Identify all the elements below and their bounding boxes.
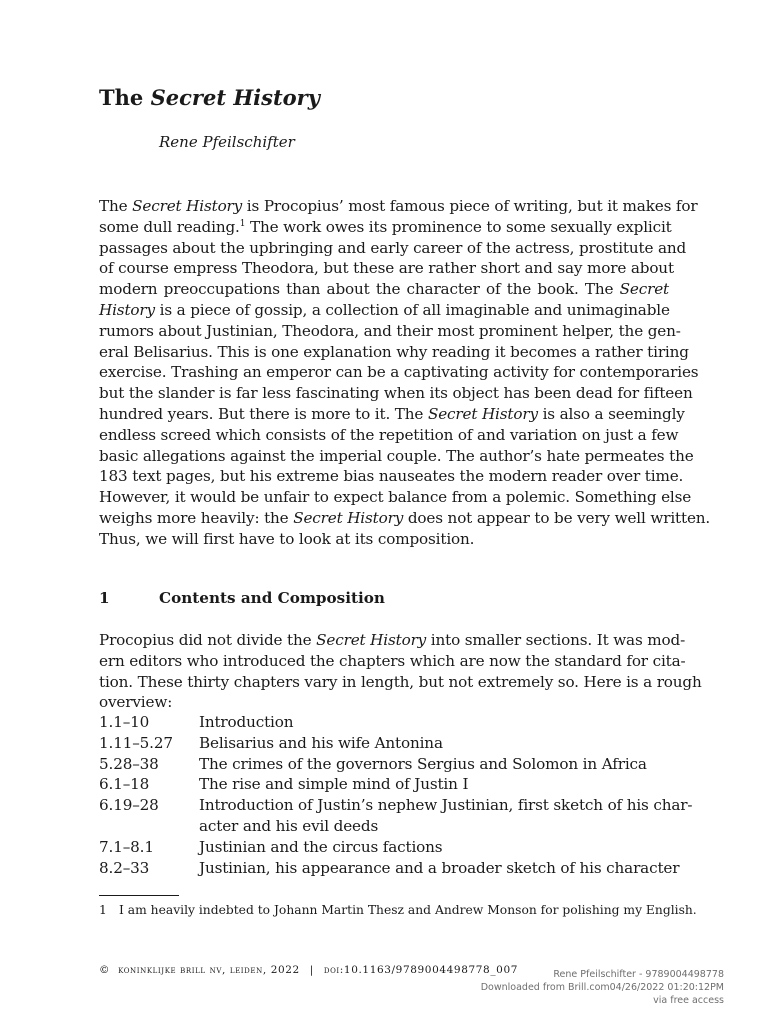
- description-line: Justinian and the circus factions: [199, 837, 443, 856]
- text-line: [99, 279, 669, 300]
- italic-title-ref: History: [99, 300, 155, 319]
- italic-title-ref: Secret History: [132, 197, 243, 215]
- text-run: rumors about Justinian, Theodora, and their most prominent helper, the gen-: [99, 321, 681, 340]
- publisher-footer: [99, 964, 518, 976]
- description-line: Belisarius and his wife Antonina: [199, 733, 443, 752]
- intro-paragraph: [99, 196, 711, 550]
- text-run: some dull reading.: [99, 217, 240, 236]
- text-run: passages about the upbringing and early career of the actress, prostitute and: [99, 238, 687, 257]
- text-run: Thus, we will first have to look at its composition.: [99, 529, 475, 548]
- description-line: acter and his evil deeds: [199, 816, 379, 835]
- text-line: [99, 404, 685, 425]
- text-run: into smaller sections. It was mod-: [426, 631, 686, 649]
- text-line: [99, 508, 711, 529]
- chapter-range: 1.11–5.27: [99, 733, 173, 752]
- article-title-italic: Secret History: [150, 85, 320, 110]
- footnote-rule: [99, 895, 179, 896]
- watermark-line-3: via free access: [653, 995, 724, 1006]
- article-title: [99, 85, 320, 110]
- text-line: [99, 529, 669, 550]
- text-line: [99, 425, 679, 446]
- footnote: [99, 903, 697, 917]
- chapter-description: [199, 858, 680, 879]
- overview-row: [99, 795, 693, 837]
- chapter-range: 5.28–38: [99, 754, 159, 773]
- chapter-description: [199, 795, 693, 837]
- text-line: [99, 217, 672, 238]
- text-run: basic allegations against the imperial couple. The author’s hate permeates the: [99, 446, 694, 465]
- italic-title-ref: Secret History: [293, 508, 404, 527]
- chapter-description: [199, 733, 669, 754]
- watermark-line-1: Rene Pfeilschifter - 9789004498778: [553, 969, 724, 980]
- text-line: [99, 692, 669, 713]
- text-run: overview:: [99, 693, 173, 712]
- text-run: However, it would be unfair to expect balance from a polemic. Something else: [99, 488, 692, 507]
- chapter-range: 6.1–18: [99, 775, 150, 794]
- text-line: [99, 630, 686, 651]
- italic-title-ref: Secret History: [427, 404, 538, 423]
- footnote-number: 1: [99, 903, 107, 917]
- author-name: Rene Pfeilschifter: [159, 133, 295, 151]
- text-run: Procopius did not divide the: [99, 631, 317, 649]
- overview-list: [99, 712, 693, 878]
- overview-row: [99, 774, 669, 795]
- text-run: of course empress Theodora, but these are rather short and say more about: [99, 259, 674, 278]
- text-run: is also a seemingly: [537, 404, 685, 423]
- publisher-name: koninklijke brill nv, leiden, 2022: [118, 964, 300, 976]
- chapter-range: 6.19–28: [99, 796, 159, 815]
- chapter-description: [199, 837, 669, 858]
- text-line: [99, 466, 684, 487]
- text-line: [99, 342, 689, 363]
- overview-row: [99, 733, 669, 754]
- article-title-prefix: The: [99, 85, 151, 110]
- text-run: The: [99, 197, 133, 215]
- text-run: eral Belisarius. This is one explanation why reading it becomes a rather tiring: [99, 342, 689, 361]
- text-run: 183 text pages, but his extreme bias nauseates the modern reader over time.: [99, 467, 684, 486]
- text-line: [99, 672, 702, 693]
- text-run: hundred years. But there is more to it. The: [99, 404, 428, 423]
- text-run: weighs more heavily: the: [99, 508, 294, 527]
- description-line: Introduction: [199, 713, 294, 731]
- section-paragraph: [99, 630, 702, 713]
- overview-row: [99, 712, 669, 733]
- overview-row: [99, 754, 669, 775]
- text-run: exercise. Trashing an emperor can be a captivating activity for contemporaries: [99, 363, 699, 382]
- download-watermark: [481, 968, 724, 1007]
- text-line: [99, 321, 681, 342]
- chapter-description: [199, 754, 669, 775]
- text-line: [99, 238, 687, 259]
- text-run: tion. These thirty chapters vary in length, but not extremely so. Here is a rough: [99, 672, 702, 691]
- text-run: is a piece of gossip, a collection of all imaginable and unimaginable: [154, 300, 670, 319]
- text-line: [99, 487, 692, 508]
- footnote-marker[interactable]: 1: [239, 218, 246, 229]
- text-line: [99, 300, 669, 321]
- doi-text: doi:10.1163/9789004498778_007: [323, 964, 519, 976]
- italic-title-ref: Secret: [619, 280, 669, 299]
- text-run: but the slander is far less fascinating when its object has been dead for fifteen: [99, 384, 693, 403]
- text-line: [99, 651, 686, 672]
- text-line: [99, 383, 693, 404]
- description-line: Justinian, his appearance and a broader sketch of his character: [199, 858, 680, 877]
- chapter-range: 1.1–10: [99, 713, 150, 731]
- overview-row: [99, 837, 669, 858]
- copyright-symbol: ©: [99, 964, 111, 976]
- text-line: [99, 196, 698, 217]
- description-line: Introduction of Justin’s nephew Justinian, first sketch of his char-: [199, 796, 693, 815]
- footer-separator: |: [309, 964, 314, 976]
- text-run: endless screed which consists of the repetition of and variation on just a few: [99, 425, 679, 444]
- footnote-text: I am heavily indebted to Johann Martin Thesz and Andrew Monson for polishing my English.: [119, 903, 697, 917]
- text-run: ern editors who introduced the chapters which are now the standard for cita-: [99, 651, 686, 670]
- overview-row: [99, 858, 680, 879]
- chapter-range: 8.2–33: [99, 858, 150, 877]
- chapter-description: [199, 774, 669, 795]
- text-run: modern preoccupations than about the character of the book. The: [99, 280, 620, 299]
- text-line: [99, 362, 699, 383]
- text-run: is Procopius’ most famous piece of writing, but it makes for: [242, 197, 698, 215]
- text-run: does not appear to be very well written.: [403, 508, 711, 527]
- chapter-description: [199, 712, 669, 733]
- watermark-line-2: Downloaded from Brill.com04/26/2022 01:20:12PM: [480, 982, 724, 993]
- description-line: The crimes of the governors Sergius and Solomon in Africa: [199, 754, 647, 773]
- text-line: [99, 258, 674, 279]
- text-line: [99, 446, 694, 467]
- italic-title-ref: Secret History: [316, 631, 427, 649]
- section-number: 1: [99, 589, 110, 607]
- text-run: The work owes its prominence to some sexually explicit: [245, 217, 672, 236]
- description-line: The rise and simple mind of Justin I: [199, 775, 469, 794]
- section-title: Contents and Composition: [159, 589, 385, 607]
- chapter-range: 7.1–8.1: [99, 837, 154, 856]
